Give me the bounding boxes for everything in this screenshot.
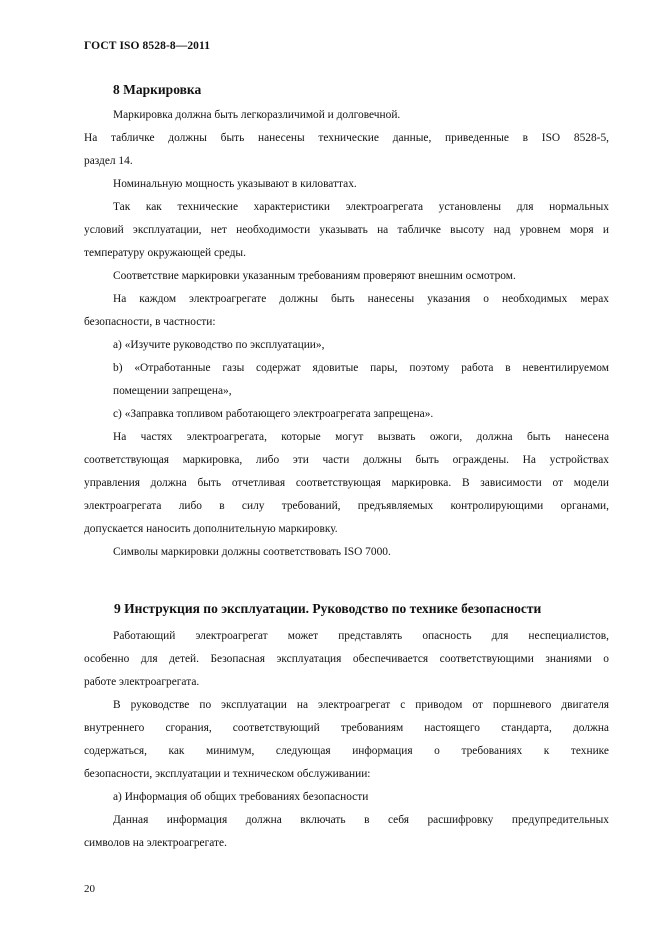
list-item-a: а) «Изучите руководство по эксплуатации», <box>113 339 325 351</box>
text-line: электроагрегата либо в силу требований, предъявляемых контролирующими органами, <box>84 500 609 512</box>
list-item-a: а) Информация об общих требованиях безопасности <box>113 791 369 803</box>
text-line: Работающий электроагрегат может представлять опасность для неспециалистов, <box>113 630 609 642</box>
text-line: Так как технические характеристики электроагрегата установлены для нормальных <box>113 201 609 213</box>
section-9-heading: 9 Инструкция по эксплуатации. Руководство по технике безопасности <box>114 601 542 616</box>
text-line: безопасности, эксплуатации и техническом обслуживании: <box>84 768 371 780</box>
text-line: Данная информация должна включать в себя расшифровку предупредительных <box>113 814 609 826</box>
text-line: температуру окружающей среды. <box>84 247 246 259</box>
list-item-c: с) «Заправка топливом работающего электроагрегата запрещена». <box>113 408 434 420</box>
page-number: 20 <box>84 883 95 895</box>
text-line: Маркировка должна быть легкоразличимой и долговечной. <box>113 109 401 121</box>
text-line: Символы маркировки должны соответствовать ISO 7000. <box>113 546 391 558</box>
text-line: условий эксплуатации, нет необходимости указывать на табличке высоту над уровнем моря и <box>84 224 609 236</box>
text-line: работе электроагрегата. <box>84 676 200 688</box>
text-line: внутреннего сгорания, соответствующий требованиям настоящего стандарта, должна <box>84 722 609 734</box>
text-line: безопасности, в частности: <box>84 316 216 328</box>
text-line: управления должна быть отчетливая соответствующая маркировка. В зависимости от модели <box>84 477 609 489</box>
text-line: На табличке должны быть нанесены технические данные, приведенные в ISO 8528-5, <box>84 132 609 144</box>
section-8-heading: 8 Маркировка <box>113 82 202 97</box>
text-line: На частях электроагрегата, которые могут вызвать ожоги, должна быть нанесена <box>113 431 609 443</box>
document-header: ГОСТ ISO 8528-8—2011 <box>84 40 211 52</box>
text-line: соответствующая маркировка, либо эти части должны быть ограждены. На устройствах <box>84 454 609 466</box>
text-line: особенно для детей. Безопасная эксплуатация обеспечивается соответствующими знаниями о <box>84 653 609 665</box>
text-line: содержаться, как минимум, следующая информация о требованиях к технике <box>84 745 609 757</box>
text-line: Номинальную мощность указывают в киловаттах. <box>113 178 357 190</box>
list-item-b: b) «Отработанные газы содержат ядовитые пары, поэтому работа в невентилируемом <box>113 362 609 374</box>
text-line: На каждом электроагрегате должны быть нанесены указания о необходимых мерах <box>113 293 609 305</box>
text-line: В руководстве по эксплуатации на электроагрегат с приводом от поршневого двигателя <box>113 699 609 711</box>
text-line: символов на электроагрегате. <box>84 837 227 849</box>
list-item-b-cont: помещении запрещена», <box>113 385 232 397</box>
text-line: Соответствие маркировки указанным требованиям проверяют внешним осмотром. <box>113 270 516 282</box>
text-line: допускается наносить дополнительную маркировку. <box>84 523 338 535</box>
text-line: раздел 14. <box>84 155 133 167</box>
